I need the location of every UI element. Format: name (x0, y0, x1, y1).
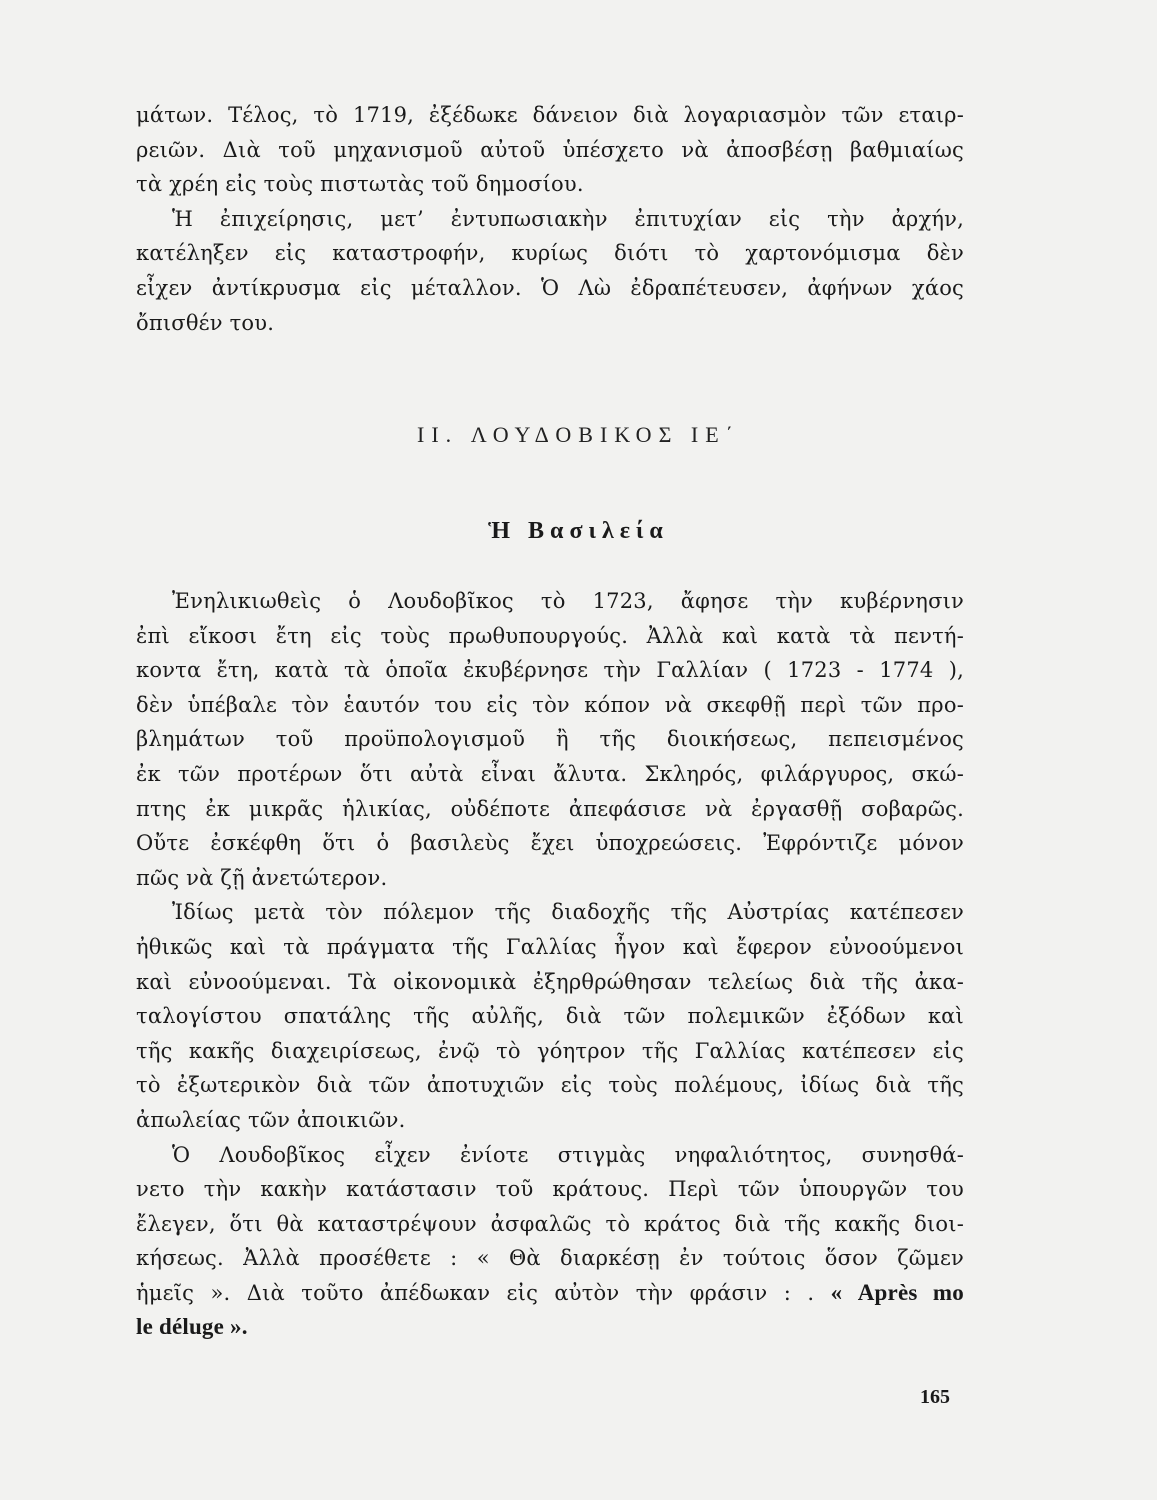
text-line: ἐπὶ εἴκοσι ἔτη εἰς τοὺς πρωθυπουργούς. Ἀλλὰ καὶ κατὰ τὰ πεντή- (136, 623, 964, 648)
text-line: μάτων. Τέλος, τὸ 1719, ἐξέδωκε δάνειον διὰ λογαριασμὸν τῶν εταιρ- (136, 103, 964, 127)
text-line-greek: ἡμεῖς ». Διὰ τοῦτο ἀπέδωκαν εἰς αὐτὸν τὴν φράσιν : . (136, 1280, 815, 1305)
text-line: τὸ ἐξωτερικὸν διὰ τῶν ἀποτυχιῶν εἰς τοὺς πολέμους, ἰδίως διὰ τῆς (136, 1073, 964, 1098)
text-line: κατέληξεν εἰς καταστροφήν, κυρίως διότι τὸ χαρτονόμισμα δὲν (136, 241, 964, 266)
top-text-block (136, 98, 964, 340)
text-line: ρειῶν. Διὰ τοῦ μηχανισμοῦ αὐτοῦ ὑπέσχετο νὰ ἀποσβέσῃ βαθμιαίως (136, 137, 964, 162)
text-line: βλημάτων τοῦ προϋπολογισμοῦ ἢ τῆς διοικήσεως, πεπεισμένος (136, 727, 964, 752)
text-line: εἶχεν ἀντίκρυσμα εἰς μέταλλον. Ὁ Λὼ ἐδραπέτευσεν, ἀφήνων χάος (136, 275, 964, 300)
text-line: Ὁ Λουδοβῖκος εἶχεν ἐνίοτε στιγμὰς νηφαλιότητος, συνησθά- (172, 1142, 964, 1167)
text-line: Ἡ ἐπιχείρησις, μετ’ ἐντυπωσιακὴν ἐπιτυχίαν εἰς τὴν ἀρχήν, (172, 206, 964, 231)
text-line-french: le déluge ». (136, 1314, 248, 1340)
body-text-block (136, 584, 964, 1345)
text-line: καὶ εὐνοούμεναι. Τὰ οἰκονομικὰ ἐξηρθρώθησαν τελείως διὰ τῆς ἀκα- (136, 969, 964, 994)
text-line: τῆς κακῆς διαχειρίσεως, ἐνῷ τὸ γόητρον τῆς Γαλλίας κατέπεσεν εἰς (136, 1038, 964, 1063)
text-line: ἔλεγεν, ὅτι θὰ καταστρέψουν ἀσφαλῶς τὸ κράτος διὰ τῆς κακῆς διοι- (136, 1211, 964, 1236)
text-line: δὲν ὑπέβαλε τὸν ἑαυτόν του εἰς τὸν κόπον νὰ σκεφθῇ περὶ τῶν προ- (136, 692, 964, 717)
text-line: κοντα ἔτη, κατὰ τὰ ὁποῖα ἐκυβέρνησε τὴν Γαλλίαν ( 1723 - 1774 ), (136, 658, 964, 683)
text-line: τὰ χρέη εἰς τοὺς πιστωτὰς τοῦ δημοσίου. (136, 172, 584, 197)
text-line: Ἐνηλικιωθεὶς ὁ Λουδοβῖκος τὸ 1723, ἄφησε τὴν κυβέρνησιν (172, 589, 964, 613)
text-line: ἀπωλείας τῶν ἀποικιῶν. (136, 1107, 406, 1132)
text-line: ὄπισθέν του. (136, 310, 275, 335)
subsection-title: Ἡ Βασιλεία (488, 518, 669, 544)
section-number: II. (417, 422, 459, 447)
page-number: 165 (920, 1386, 950, 1408)
section-title: ΛΟΥΔΟΒΙΚΟΣ ΙΕ΄ (470, 422, 740, 447)
text-line: Οὔτε ἐσκέφθη ὅτι ὁ βασιλεὺς ἔχει ὑποχρεώσεις. Ἐφρόντιζε μόνον (136, 831, 964, 856)
text-line (136, 1276, 964, 1311)
text-line: κήσεως. Ἀλλὰ προσέθετε : « Θὰ διαρκέσῃ ἐν τούτοις ὅσον ζῶμεν (136, 1246, 964, 1271)
text-line: ταλογίστου σπατάλης τῆς αὐλῆς, διὰ τῶν πολεμικῶν ἐξόδων καὶ (136, 1004, 964, 1029)
french-quote: « Après mo (830, 1279, 964, 1305)
section-heading (0, 422, 1157, 448)
text-line: ἐκ τῶν προτέρων ὅτι αὐτὰ εἶναι ἄλυτα. Σκληρός, φιλάργυρος, σκώ- (136, 761, 964, 786)
text-line: ἠθικῶς καὶ τὰ πράγματα τῆς Γαλλίας ἦγον καὶ ἔφερον εὐνοούμενοι (136, 934, 964, 959)
text-line: πῶς νὰ ζῇ ἀνετώτερον. (136, 865, 388, 890)
text-line: πτης ἐκ μικρᾶς ἡλικίας, οὐδέποτε ἀπεφάσισε νὰ ἐργασθῇ σοβαρῶς. (136, 796, 964, 821)
text-line: νετο τὴν κακὴν κατάστασιν τοῦ κράτους. Περὶ τῶν ὑπουργῶν του (136, 1177, 964, 1202)
text-line: Ἰδίως μετὰ τὸν πόλεμον τῆς διαδοχῆς τῆς Αὐστρίας κατέπεσεν (172, 900, 964, 925)
